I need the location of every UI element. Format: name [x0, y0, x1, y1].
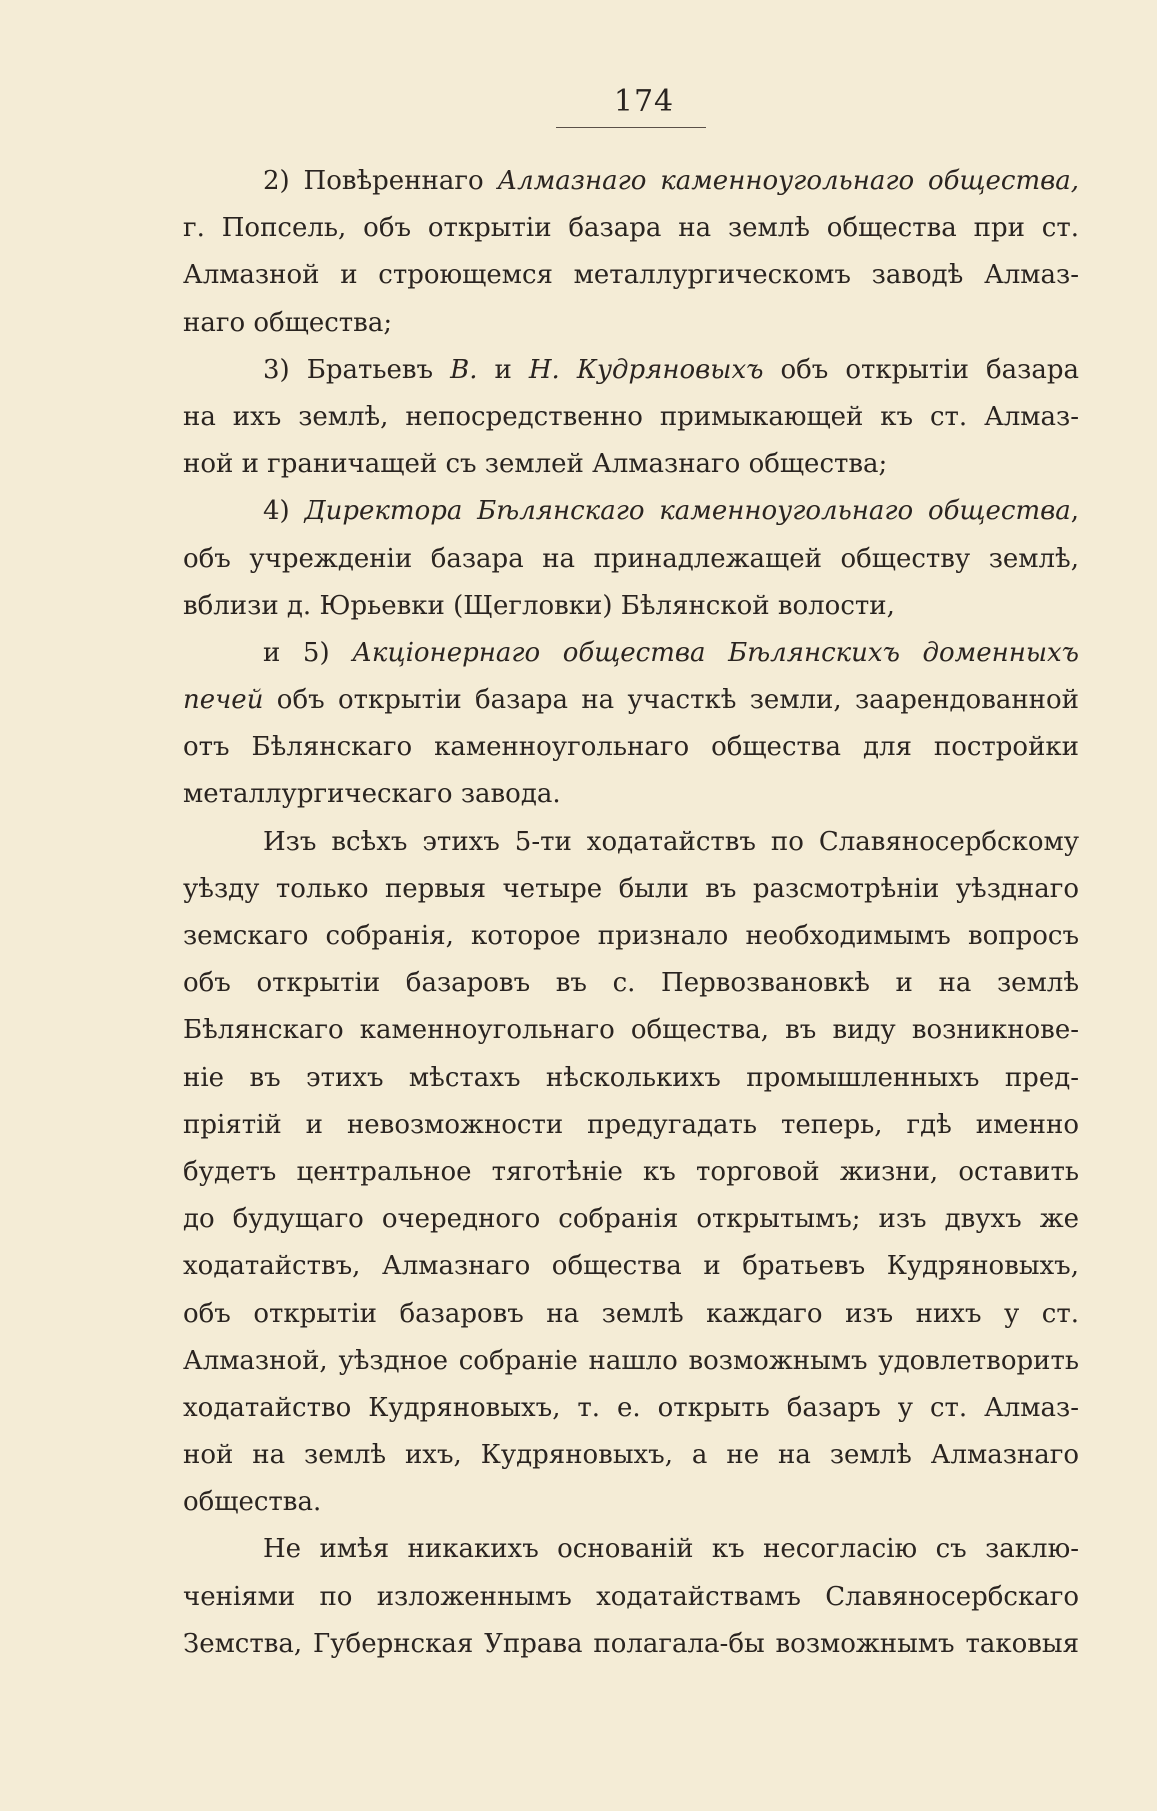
text-line [183, 205, 1079, 252]
text-line [183, 536, 1079, 583]
text-run: будетъ центральное тяготѣніе къ торговой жизни, оставить [183, 1156, 1079, 1187]
italic-text: Акціонернаго общества Бѣлянскихъ доменныхъ [352, 637, 1080, 668]
text-run: Земства, Губернская Управа полагала-бы возможнымъ таковыя [183, 1628, 1079, 1659]
text-line [183, 583, 1079, 630]
text-run: наго общества; [183, 307, 393, 338]
text-line [183, 1621, 1079, 1668]
italic-text: Алмазнаго каменноугольнаго общества, [497, 166, 1079, 196]
text-line [183, 960, 1079, 1007]
text-run: отъ Бѣлянскаго каменноугольнаго общества для постройки [183, 732, 1079, 763]
text-line [183, 1291, 1079, 1338]
text-run: ной на землѣ ихъ, Кудряновыхъ, а не на землѣ Алмазнаго [183, 1440, 1079, 1471]
text-line [183, 158, 1079, 205]
text-line [183, 1243, 1079, 1290]
text-line [183, 1196, 1079, 1243]
italic-text: Директора Бѣлянскаго каменноугольнаго общества [304, 496, 1071, 527]
text-line [183, 866, 1079, 913]
text-run: ніе въ этихъ мѣстахъ нѣсколькихъ промышленныхъ пред- [183, 1062, 1079, 1093]
text-run: ходатайство Кудряновыхъ, т. е. открыть базаръ у ст. Алмаз- [183, 1392, 1079, 1423]
body-text [183, 158, 1079, 1668]
page-number: 174 [613, 84, 675, 119]
text-run: , [1070, 496, 1079, 527]
text-line [183, 1102, 1079, 1149]
text-run: и 5) [263, 637, 353, 668]
text-line [183, 394, 1079, 441]
text-run: объ открытіи базаровъ на землѣ каждаго изъ нихъ у ст. [183, 1298, 1079, 1329]
header-rule [556, 127, 706, 128]
text-run: до будущаго очередного собранія открытымъ; изъ двухъ же [183, 1204, 1079, 1235]
text-line [183, 771, 1079, 818]
text-run: г. Попсель, объ открытіи базара на землѣ общества при ст. [183, 213, 1079, 244]
text-line [183, 1007, 1079, 1054]
text-line [183, 819, 1079, 866]
text-run: объ открытіи базара на участкѣ земли, заарендованной [263, 685, 1079, 716]
text-run: объ учрежденіи базара на принадлежащей обществу землѣ, [183, 543, 1079, 574]
italic-text: Н. Кудряновыхъ [528, 354, 764, 385]
text-run: 3) Братьевъ [263, 354, 451, 385]
text-run: земскаго собранія, которое признало необходимымъ вопросъ [183, 921, 1079, 951]
text-run: объ открытіи базаровъ въ с. Первозвановкѣ и на землѣ [183, 968, 1079, 999]
italic-text: В. [450, 354, 478, 385]
text-run: Не имѣя никакихъ основаній къ несогласію съ заклю- [263, 1534, 1079, 1565]
text-run: Алмазной и строющемся металлургическомъ заводѣ Алмаз- [183, 260, 1079, 291]
text-line [183, 1338, 1079, 1385]
text-line [183, 677, 1079, 724]
text-line [183, 441, 1079, 488]
text-run: общества. [183, 1487, 322, 1518]
text-run: Алмазной, уѣздное собраніе нашло возможнымъ удовлетворить [183, 1345, 1079, 1376]
text-run: ной и граничащей съ землей Алмазнаго общества; [183, 449, 888, 480]
text-run: объ открытіи базара [763, 354, 1080, 385]
text-line [183, 300, 1079, 347]
text-line [183, 252, 1079, 299]
text-line [183, 488, 1079, 535]
text-line [183, 1479, 1079, 1526]
text-run: на ихъ землѣ, непосредственно примыкающей къ ст. Алмаз- [183, 401, 1079, 432]
text-line [183, 1432, 1079, 1479]
text-line [183, 1055, 1079, 1102]
text-line [183, 724, 1079, 771]
text-line [183, 1574, 1079, 1621]
text-run: вблизи д. Юрьевки (Щегловки) Бѣлянской волости, [183, 590, 895, 621]
text-line [183, 913, 1079, 960]
text-line [183, 1526, 1079, 1573]
text-line [183, 630, 1079, 677]
text-run: ченіями по изложеннымъ ходатайствамъ Славяносербскаго [183, 1581, 1079, 1612]
text-line [183, 1149, 1079, 1196]
text-run: и [477, 354, 529, 385]
italic-text: печей [183, 685, 264, 716]
text-line [183, 347, 1079, 394]
text-run: ходатайствъ, Алмазнаго общества и братьевъ Кудряновыхъ, [183, 1251, 1079, 1282]
text-run: Изъ всѣхъ этихъ 5-ти ходатайствъ по Славяносербскому [263, 826, 1079, 857]
text-run: пріятій и невозможности предугадать теперь, гдѣ именно [183, 1109, 1079, 1140]
text-run: Бѣлянскаго каменноугольнаго общества, въ виду возникнове- [183, 1015, 1079, 1046]
text-run: уѣзду только первыя четыре были въ разсмотрѣніи уѣзднаго [183, 873, 1079, 904]
text-run: 4) [263, 496, 305, 527]
text-run: 2) Повѣреннаго [263, 166, 498, 196]
text-run: металлургическаго завода. [183, 779, 561, 810]
text-line [183, 1385, 1079, 1432]
